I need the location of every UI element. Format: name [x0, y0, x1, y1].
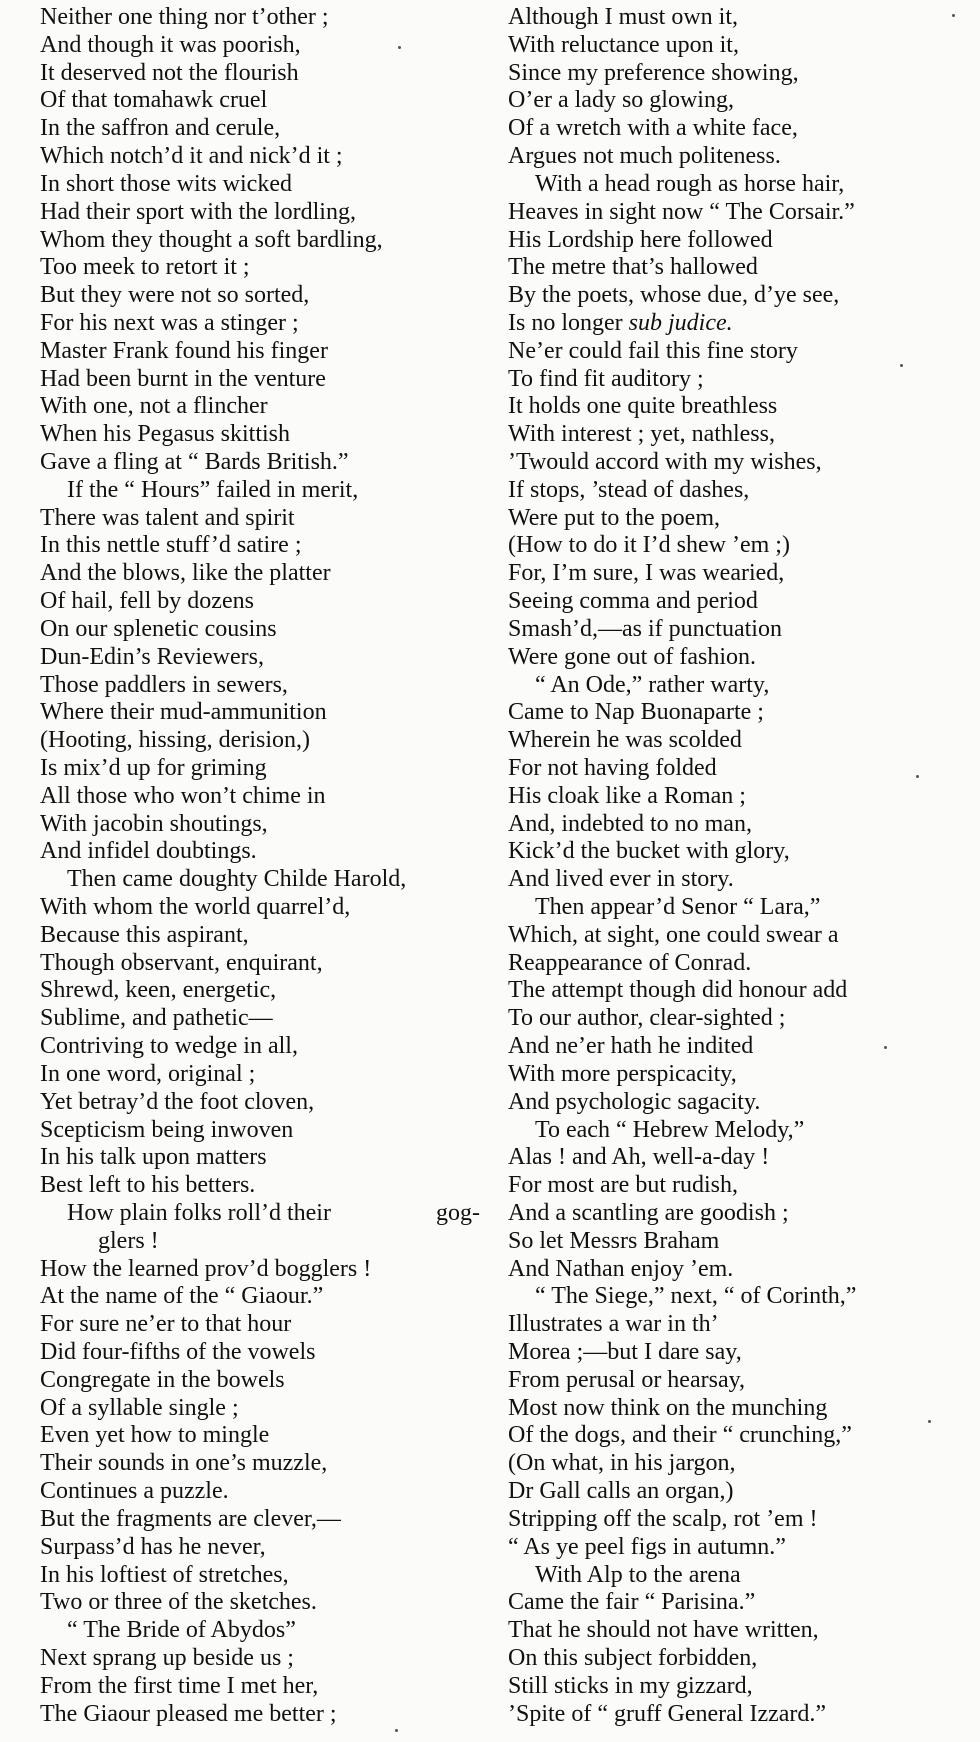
verse-line: Since my preference showing, — [508, 59, 799, 86]
verse-line: To find fit auditory ; — [508, 365, 704, 392]
print-speck — [928, 1420, 931, 1423]
verse-line: It holds one quite breathless — [508, 393, 778, 420]
verse-line-part: gog- — [436, 1199, 480, 1226]
verse-line: For, I’m sure, I was wearied, — [508, 560, 785, 587]
verse-line: Too meek to retort it ; — [40, 254, 250, 281]
verse-line: Most now think on the munching — [508, 1394, 828, 1421]
verse-line: The metre that’s hallowed — [508, 254, 758, 281]
verse-line: With more perspicacity, — [508, 1060, 737, 1087]
verse-line: And a scantling are goodish ; — [508, 1199, 789, 1226]
verse-line: Shrewd, keen, energetic, — [40, 977, 277, 1004]
verse-line-italic: sub judice. — [628, 309, 733, 336]
verse-line: Of the dogs, and their “ crunching,” — [508, 1422, 852, 1449]
verse-line: (How to do it I’d shew ’em ;) — [508, 532, 790, 559]
verse-line: And infidel doubtings. — [40, 838, 257, 865]
verse-line: Of a wretch with a white face, — [508, 115, 798, 142]
verse-line: With whom the world quarrel’d, — [40, 894, 351, 920]
verse-line: Kick’d the bucket with glory, — [508, 838, 790, 865]
verse-line: With reluctance upon it, — [508, 31, 739, 58]
verse-line-part: How plain folks roll’d their — [67, 1199, 331, 1226]
verse-line: And the blows, like the platter — [40, 560, 331, 587]
verse-line: And lived ever in story. — [508, 866, 734, 893]
verse-line: Is mix’d up for griming — [40, 754, 267, 781]
verse-line: Morea ;—but I dare say, — [508, 1339, 742, 1365]
verse-line: For his next was a stinger ; — [40, 309, 299, 336]
print-speck — [395, 1729, 398, 1732]
verse-line: Where their mud-ammunition — [40, 699, 327, 726]
verse-line: Argues not much politeness. — [508, 143, 781, 170]
verse-line: Still sticks in my gizzard, — [508, 1672, 753, 1699]
verse-line: Whom they thought a soft bardling, — [40, 226, 383, 253]
verse-line: There was talent and spirit — [40, 504, 295, 531]
verse-line: Even yet how to mingle — [40, 1422, 270, 1449]
verse-line: And psychologic sagacity. — [508, 1088, 761, 1115]
verse-line: Did four-fifths of the vowels — [40, 1339, 316, 1365]
verse-line: On this subject forbidden, — [508, 1644, 758, 1671]
verse-line: Best left to his betters. — [40, 1172, 256, 1199]
verse-line: His Lordship here followed — [508, 226, 773, 253]
verse-line: Were put to the poem, — [508, 504, 721, 531]
verse-line: With a head rough as horse hair, — [535, 170, 845, 197]
verse-line: And though it was poorish, — [40, 31, 301, 58]
verse-line — [508, 310, 968, 338]
print-speck — [884, 1046, 887, 1049]
print-speck — [398, 46, 401, 49]
verse-line: His cloak like a Roman ; — [508, 782, 746, 809]
verse-line: Though observant, enquirant, — [40, 949, 323, 976]
verse-line: For most are but rudish, — [508, 1172, 738, 1199]
verse-line: In short those wits wicked — [40, 170, 292, 197]
verse-line: And, indebted to no man, — [508, 810, 752, 837]
verse-line: Dun-Edin’s Reviewers, — [40, 643, 264, 670]
print-speck — [900, 364, 903, 367]
verse-line: In one word, original ; — [40, 1060, 256, 1087]
verse-line-text: Is no longer — [508, 309, 629, 336]
verse-line: Ne’er could fail this fine story — [508, 337, 798, 364]
verse-line: Yet betray’d the foot cloven, — [40, 1088, 315, 1115]
verse-line: Alas ! and Ah, well-a-day ! — [508, 1144, 770, 1171]
verse-line: How the learned prov’d bogglers ! — [40, 1255, 372, 1282]
verse-line: Congregate in the bowels — [40, 1366, 285, 1393]
verse-line: At the name of the “ Giaour.” — [40, 1283, 324, 1310]
verse-line: With jacobin shoutings, — [40, 810, 268, 837]
verse-line: By the poets, whose due, d’ye see, — [508, 282, 840, 309]
verse-line: For sure ne’er to that hour — [40, 1311, 292, 1338]
verse-line: Because this aspirant, — [40, 921, 249, 948]
verse-line: Although I must own it, — [508, 4, 739, 30]
verse-line: From perusal or hearsay, — [508, 1366, 746, 1393]
verse-line: Continues a puzzle. — [40, 1478, 229, 1505]
verse-line: Had their sport with the lordling, — [40, 198, 356, 225]
verse-line: Heaves in sight now “ The Corsair.” — [508, 198, 855, 225]
verse-line — [40, 1200, 480, 1228]
verse-line: Of that tomahawk cruel — [40, 87, 268, 114]
verse-line: To each “ Hebrew Melody,” — [535, 1116, 805, 1143]
verse-line: “ As ye peel figs in autumn.” — [508, 1533, 786, 1560]
verse-line: Of hail, fell by dozens — [40, 588, 254, 615]
verse-line: Neither one thing nor t’other ; — [40, 4, 329, 30]
verse-line: Two or three of the sketches. — [40, 1589, 317, 1616]
verse-line: For not having folded — [508, 754, 717, 781]
verse-line: “ An Ode,” rather warty, — [535, 671, 770, 698]
verse-line: Surpass’d has he never, — [40, 1533, 266, 1560]
verse-line: Illustrates a war in th’ — [508, 1311, 719, 1338]
verse-line: With one, not a flincher — [40, 393, 268, 420]
verse-line: Wherein he was scolded — [508, 727, 742, 754]
verse-line: O’er a lady so glowing, — [508, 87, 734, 114]
verse-line: Had been burnt in the venture — [40, 365, 326, 392]
verse-line: That he should not have written, — [508, 1617, 819, 1644]
verse-line: Of a syllable single ; — [40, 1394, 239, 1421]
verse-line: Master Frank found his finger — [40, 337, 328, 364]
verse-line: Gave a fling at “ Bards British.” — [40, 449, 349, 475]
verse-line: The Giaour pleased me better ; — [40, 1700, 337, 1727]
print-speck — [952, 14, 955, 17]
verse-line: Next sprang up beside us ; — [40, 1644, 294, 1671]
verse-line: glers ! — [98, 1227, 159, 1254]
verse-line: Then came doughty Childe Harold, — [67, 866, 407, 893]
verse-line: When his Pegasus skittish — [40, 421, 290, 448]
verse-line: In his talk upon matters — [40, 1144, 267, 1171]
verse-line: And ne’er hath he indited — [508, 1033, 754, 1060]
print-speck — [916, 775, 919, 778]
verse-line: And Nathan enjoy ’em. — [508, 1255, 734, 1282]
verse-line: So let Messrs Braham — [508, 1227, 720, 1254]
verse-line: Stripping off the scalp, rot ’em ! — [508, 1505, 818, 1532]
verse-line: The attempt though did honour add — [508, 977, 848, 1004]
verse-line: With interest ; yet, nathless, — [508, 421, 775, 448]
verse-line: On our splenetic cousins — [40, 615, 277, 642]
verse-line: In the saffron and cerule, — [40, 115, 281, 142]
verse-line: Came to Nap Buonaparte ; — [508, 699, 764, 726]
verse-line: Scepticism being inwoven — [40, 1116, 294, 1143]
verse-line: (Hooting, hissing, derision,) — [40, 727, 310, 754]
verse-line: Their sounds in one’s muzzle, — [40, 1450, 328, 1477]
verse-line: If stops, ’stead of dashes, — [508, 476, 750, 503]
verse-line: Then appear’d Senor “ Lara,” — [535, 894, 821, 920]
verse-line: It deserved not the flourish — [40, 59, 299, 86]
verse-line: Seeing comma and period — [508, 588, 758, 615]
verse-line: Contriving to wedge in all, — [40, 1033, 298, 1060]
verse-line: In this nettle stuff’d satire ; — [40, 532, 302, 559]
verse-line: (On what, in his jargon, — [508, 1450, 736, 1477]
right-column — [508, 4, 968, 1728]
verse-line: But the fragments are clever,— — [40, 1505, 341, 1532]
verse-line: To our author, clear-sighted ; — [508, 1005, 786, 1032]
verse-line: In his loftiest of stretches, — [40, 1561, 289, 1588]
verse-line: But they were not so sorted, — [40, 282, 310, 309]
verse-line: From the first time I met her, — [40, 1672, 319, 1699]
verse-line: Which, at sight, one could swear a — [508, 921, 839, 948]
verse-line: “ The Siege,” next, “ of Corinth,” — [535, 1283, 857, 1310]
verse-line: If the “ Hours” failed in merit, — [67, 476, 359, 503]
verse-line: Reappearance of Conrad. — [508, 949, 752, 976]
verse-line: ’Spite of “ gruff General Izzard.” — [508, 1700, 827, 1727]
verse-line: Which notch’d it and nick’d it ; — [40, 143, 343, 170]
verse-line: Smash’d,—as if punctuation — [508, 615, 782, 642]
verse-line: Sublime, and pathetic— — [40, 1005, 273, 1032]
verse-line: With Alp to the arena — [535, 1561, 741, 1588]
verse-line: Were gone out of fashion. — [508, 643, 756, 670]
verse-line: “ The Bride of Abydos” — [67, 1617, 296, 1644]
verse-line: Those paddlers in sewers, — [40, 671, 288, 698]
verse-line: Dr Gall calls an organ,) — [508, 1478, 734, 1505]
verse-line: All those who won’t chime in — [40, 782, 326, 809]
verse-line: ’Twould accord with my wishes, — [508, 449, 822, 475]
left-column — [40, 4, 490, 1728]
verse-line: Came the fair “ Parisina.” — [508, 1589, 756, 1616]
